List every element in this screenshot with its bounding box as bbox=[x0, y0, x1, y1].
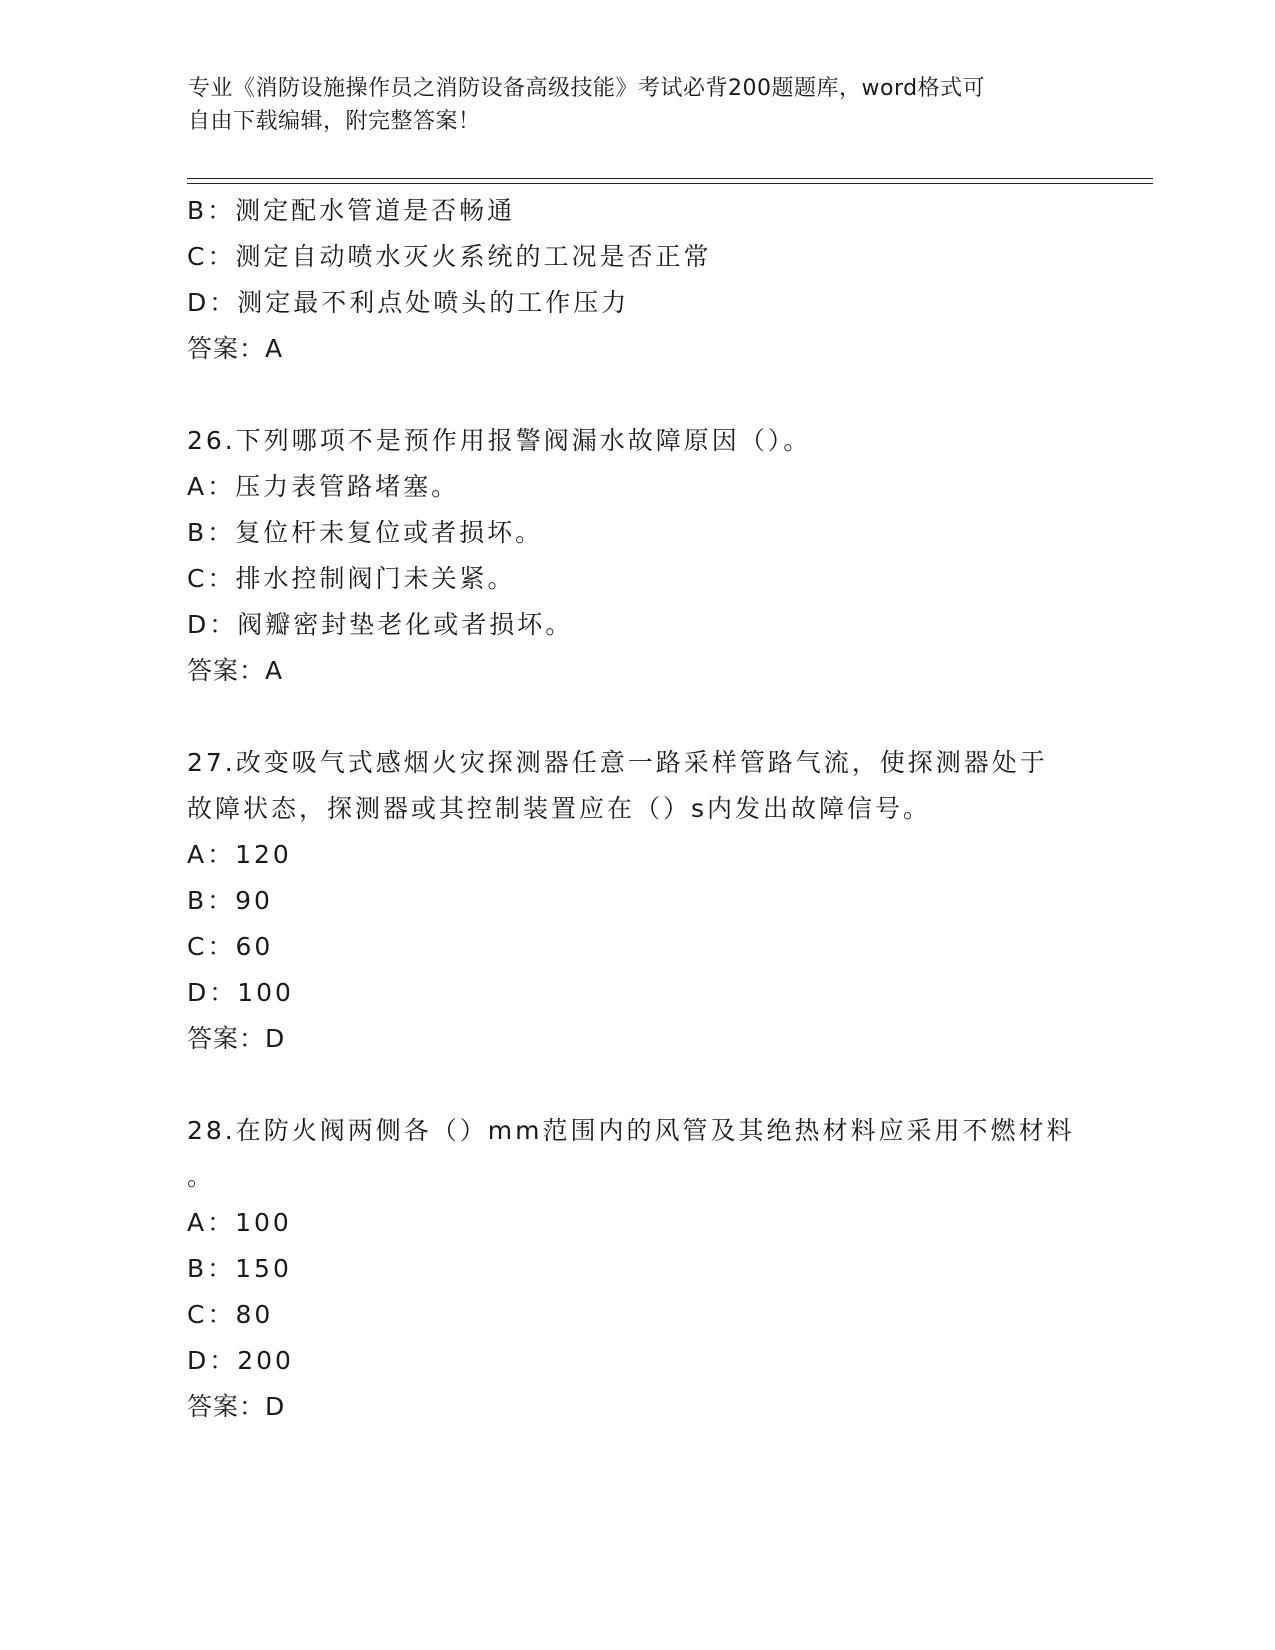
option-b: B：复位杆未复位或者损坏。 bbox=[187, 518, 544, 547]
answer-label: 答案：A bbox=[187, 334, 284, 363]
option-d: D：200 bbox=[187, 1346, 294, 1375]
question-text-continued: 。 bbox=[187, 1162, 216, 1191]
option-a: A：100 bbox=[187, 1208, 292, 1237]
question-27 bbox=[187, 740, 1087, 1062]
spacer bbox=[187, 1062, 1087, 1108]
question-25-continuation bbox=[187, 188, 1087, 372]
option-d: D：100 bbox=[187, 978, 294, 1007]
header-line-1: 专业《消防设施操作员之消防设备高级技能》考试必背200题题库，word格式可 bbox=[188, 76, 986, 101]
spacer bbox=[187, 372, 1087, 418]
option-a: A：120 bbox=[187, 840, 292, 869]
option-b: B：测定配水管道是否畅通 bbox=[187, 196, 516, 225]
question-28 bbox=[187, 1108, 1087, 1430]
option-c: C：测定自动喷水灭火系统的工况是否正常 bbox=[187, 242, 712, 271]
option-a: A：压力表管路堵塞。 bbox=[187, 472, 460, 501]
question-text: 27.改变吸气式感烟火灾探测器任意一路采样管路气流，使探测器处于 bbox=[187, 748, 1048, 777]
question-text: 26.下列哪项不是预作用报警阀漏水故障原因（）。 bbox=[187, 426, 812, 455]
answer-label: 答案：D bbox=[187, 1024, 286, 1053]
option-d: D：测定最不利点处喷头的工作压力 bbox=[187, 288, 630, 317]
option-c: C：80 bbox=[187, 1300, 274, 1329]
option-c: C：60 bbox=[187, 932, 274, 961]
answer-label: 答案：D bbox=[187, 1392, 286, 1421]
header-divider-bottom bbox=[187, 183, 1153, 184]
question-list bbox=[187, 188, 1087, 1430]
option-b: B：150 bbox=[187, 1254, 292, 1283]
answer-label: 答案：A bbox=[187, 656, 284, 685]
document-header bbox=[188, 72, 1088, 138]
header-line-2: 自由下载编辑，附完整答案！ bbox=[188, 109, 481, 134]
spacer bbox=[187, 694, 1087, 740]
question-text-continued: 故障状态，探测器或其控制装置应在（）s内发出故障信号。 bbox=[187, 794, 932, 823]
option-b: B：90 bbox=[187, 886, 273, 915]
question-text: 28.在防火阀两侧各（）mm范围内的风管及其绝热材料应采用不燃材料 bbox=[187, 1116, 1075, 1145]
header-divider-top bbox=[187, 178, 1153, 179]
option-c: C：排水控制阀门未关紧。 bbox=[187, 564, 516, 593]
option-d: D：阀瓣密封垫老化或者损坏。 bbox=[187, 610, 574, 639]
question-26 bbox=[187, 418, 1087, 694]
